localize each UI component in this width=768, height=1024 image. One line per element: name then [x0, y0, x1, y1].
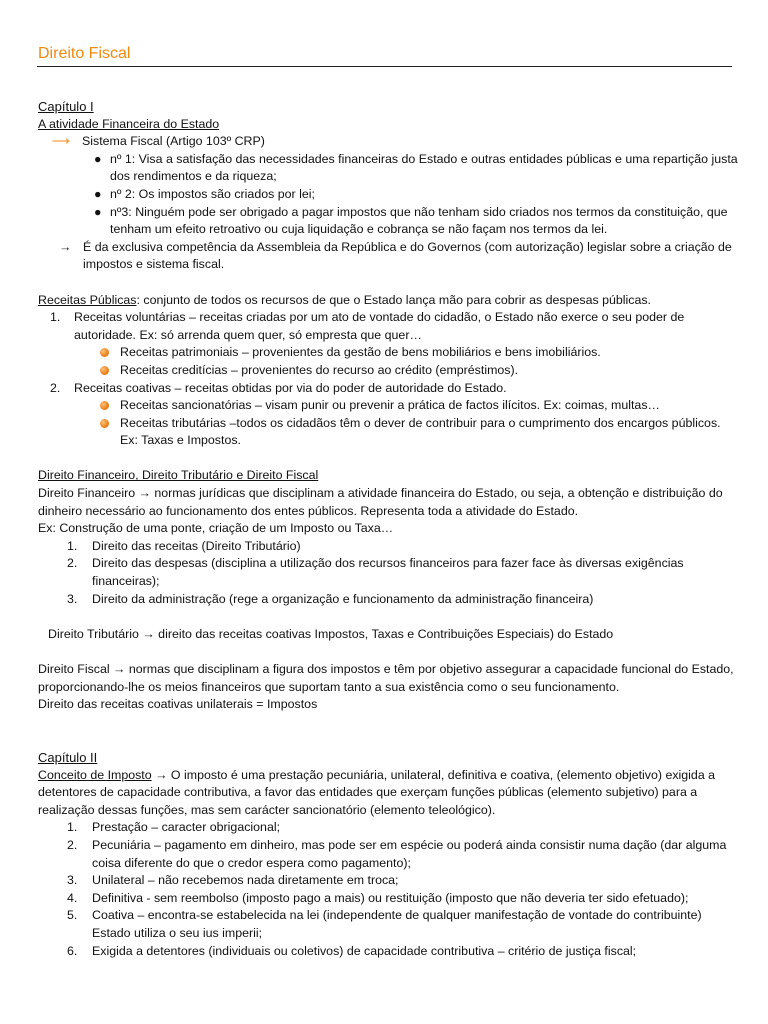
direito-fiscal-text: Direito Fiscal → normas que disciplinam a figura dos impostos e têm por objetivo assegurar a capacidade funcional do Estado, proporcionando-lhe os meios financeiros que suportam tanto a sua existência como o seu funcionamento. — [38, 662, 734, 694]
numbered-item — [38, 555, 738, 590]
item-text: Coativa – encontra-se estabelecida na lei (independente de qualquer manifestação de vontade do contribuinte) Estado utiliza o seu ius imperii; — [92, 908, 702, 940]
chapter-1-subtitle: A atividade Financeira do Estado — [38, 116, 220, 131]
bullet-text: nº3: Ninguém pode ser obrigado a pagar impostos que não tenham sido criados nos termos da constituição, que tenham um efeito retroativo ou cuja liquidação e cobrança se não façam nos termos da lei. — [110, 204, 728, 237]
direito-tributario-text: Direito Tributário → direito das receitas coativas Impostos, Taxas e Contribuições Especiais) do Estado — [48, 626, 614, 641]
item-text: Definitiva - sem reembolso (imposto pago a mais) ou restituição (imposto que não deveria ter sido efetuado); — [92, 890, 689, 905]
receitas-definition — [38, 292, 738, 310]
item-text: Exigida a detentores (individuais ou coletivos) de capacidade contributiva – critério de justiça fiscal; — [92, 943, 637, 958]
item-number: 3. — [67, 873, 78, 888]
item-text: Direito da administração (rege a organização e funcionamento da administração financeira) — [92, 591, 594, 606]
long-arrow-icon: ⟶ — [52, 134, 70, 149]
numbered-item — [38, 380, 738, 398]
conceito-term: Conceito de Imposto — [38, 767, 152, 782]
receitas-term: Receitas Públicas — [38, 292, 137, 307]
item-number: 5. — [67, 908, 78, 923]
orange-bullet-icon — [100, 348, 109, 357]
sub-bullet-text: Receitas patrimoniais – provenientes da gestão de bens mobiliários e bens imobiliários. — [120, 345, 601, 360]
numbered-item — [38, 907, 738, 942]
conceito-imposto — [38, 767, 738, 820]
orange-bullet-icon — [100, 419, 109, 428]
bullet-icon: ● — [94, 204, 102, 219]
receitas-definition-text: : conjunto de todos os recursos de que o Estado lança mão para cobrir as despesas públicas. — [136, 292, 652, 307]
bullet-text: nº 1: Visa a satisfação das necessidades financeiras do Estado e outras entidades públicas e uma repartição justa dos rendimentos e da riqueza; — [110, 151, 738, 184]
item-number: 2. — [67, 837, 78, 852]
sistema-fiscal-row — [38, 133, 738, 151]
bullet-text: nº 2: Os impostos são criados por lei; — [110, 186, 315, 201]
sub-bullet-text: Receitas tributárias –todos os cidadãos têm o dever de contribuir para o cumprimento dos encargos públicos. Ex: Taxas e Impostos. — [120, 415, 721, 448]
direito-financeiro-text: Direito Financeiro → normas jurídicas que disciplinam a atividade financeira do Estado, ou seja, a obtenção e distribuição do dinheiro necessário ao funcionamento dos entes públicos. Representa toda a atividade do Estado. — [38, 486, 723, 518]
item-number: 1. — [67, 820, 78, 835]
bullet-item — [38, 151, 738, 186]
chapter-2-title: Capítulo II — [38, 749, 98, 765]
item-text: Unilateral – não recebemos nada diretamente em troca; — [92, 873, 399, 888]
right-arrow-icon: → — [59, 239, 72, 254]
item-number: 6. — [67, 943, 78, 958]
title-divider — [37, 66, 732, 67]
orange-bullet-icon — [100, 366, 109, 375]
item-text: Receitas coativas – receitas obtidas por via do poder de autoridade do Estado. — [74, 380, 507, 395]
item-number: 4. — [67, 890, 78, 905]
numbered-item — [38, 309, 738, 344]
bullet-icon: ● — [94, 186, 102, 201]
numbered-item — [38, 890, 738, 908]
document-body — [38, 98, 738, 960]
item-text: Direito das receitas (Direito Tributário) — [92, 538, 301, 553]
numbered-item — [38, 591, 738, 609]
numbered-item — [38, 837, 738, 872]
bullet-item — [38, 204, 738, 239]
item-text: Direito das despesas (disciplina a utilização dos recursos financeiros para fazer face às diversas exigências financeiras); — [92, 556, 684, 589]
conceito-text: → O imposto é uma prestação pecuniária, unilateral, definitiva e coativa, (elemento objetivo) exigida a detentores de capacidade contributiva, a favor das entidades que exerçam funções públicas (elemento subjetivo) para a realização dessas funções, mas sem carácter sancionatório (elemento teleológico). — [38, 767, 716, 817]
sub-bullet-item — [38, 415, 738, 450]
numbered-item — [38, 538, 738, 556]
bullet-icon: ● — [94, 151, 102, 166]
competencia-row — [38, 239, 738, 274]
direitos-heading: Direito Financeiro, Direito Tributário e Direito Fiscal — [38, 468, 319, 483]
document-title: Direito Fiscal — [38, 45, 131, 62]
sub-bullet-item — [38, 344, 738, 362]
item-text: Pecuniária – pagamento em dinheiro, mas pode ser em espécie ou poderá ainda consistir numa dação (dar alguma coisa diferente do que o credor espera como pagamento); — [92, 837, 727, 870]
item-number: 1. — [50, 310, 61, 325]
chapter-1-title: Capítulo I — [38, 99, 94, 114]
numbered-item — [38, 872, 738, 890]
item-number: 2. — [50, 380, 61, 395]
sub-bullet-item — [38, 397, 738, 415]
bullet-item — [38, 186, 738, 204]
direito-fiscal-equation: Direito das receitas coativas unilaterais = Impostos — [38, 697, 318, 712]
sub-bullet-text: Receitas creditícias – provenientes do recurso ao crédito (empréstimos). — [120, 362, 519, 377]
orange-bullet-icon — [100, 401, 109, 410]
item-text: Prestação – caracter obrigacional; — [92, 820, 281, 835]
item-text: Receitas voluntárias – receitas criadas por um ato de vontade do cidadão, o Estado não exerce o seu poder de autoridade. Ex: só arrenda quem quer, só empresta que quer… — [74, 310, 685, 342]
direito-financeiro-example: Ex: Construção de uma ponte, criação de um Imposto ou Taxa… — [38, 521, 394, 536]
item-number: 2. — [67, 556, 78, 571]
item-number: 3. — [67, 591, 78, 606]
numbered-item — [38, 819, 738, 837]
sub-bullet-text: Receitas sancionatórias – visam punir ou prevenir a prática de factos ilícitos. Ex: coimas, multas… — [120, 398, 660, 413]
numbered-item — [38, 943, 738, 961]
sub-bullet-item — [38, 362, 738, 380]
sistema-fiscal-label: Sistema Fiscal (Artigo 103º CRP) — [82, 134, 265, 149]
item-number: 1. — [67, 538, 78, 553]
competencia-text: É da exclusiva competência da Assembleia da República e do Governos (com autorização) legislar sobre a criação de impostos e sistema fiscal. — [83, 239, 732, 272]
